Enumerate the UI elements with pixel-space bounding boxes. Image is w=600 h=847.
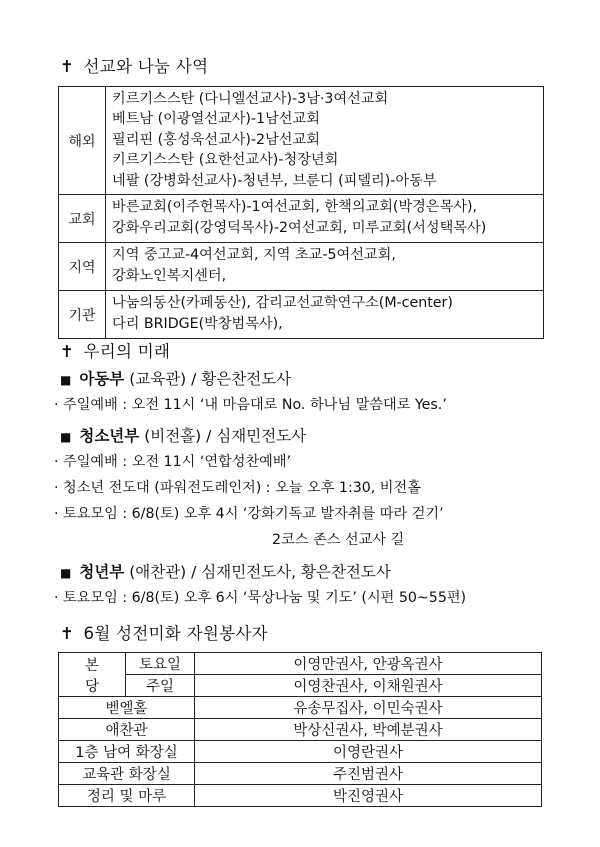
table-row xyxy=(59,697,542,719)
area-cell: 토요일 xyxy=(126,653,195,675)
sanctuary-label-char: 당 xyxy=(84,678,99,695)
area-cell: 주일 xyxy=(126,675,195,697)
mission-row-overseas xyxy=(59,87,544,195)
mission-details xyxy=(106,195,544,243)
names-cell: 주진범권사 xyxy=(195,763,542,785)
youth-line: 2코스 존스 선교사 길 xyxy=(272,532,405,548)
mission-details xyxy=(106,87,544,195)
mission-row-institution xyxy=(59,291,544,339)
cross-icon: ✝ xyxy=(60,624,75,643)
children-dept-place: (교육관) xyxy=(129,370,187,388)
names-cell: 박진영권사 xyxy=(195,785,542,807)
youth-dept-heading xyxy=(60,424,306,446)
children-worship-line: · 주일예배 : 오전 11시 ‘내 마음대로 No. 하나님 말씀대로 Yes.’ xyxy=(54,397,447,413)
mission-row-church xyxy=(59,195,544,243)
sanctuary-label-char: 본 xyxy=(84,657,99,674)
future-title-text: 우리의 미래 xyxy=(83,342,171,361)
mission-section-title xyxy=(60,53,208,77)
young-adult-dept-name: 청년부 xyxy=(79,563,125,581)
mission-line: 강화노인복지센터, xyxy=(112,268,227,284)
mission-line: 베트남 (이광열선교사)-1남선교회 xyxy=(112,111,320,128)
youth-dept-leader: / 심재민전도사 xyxy=(206,427,307,445)
mission-line: 나눔의동산(카페동산), 감리교선교학연구소(M-center) xyxy=(112,295,453,312)
children-dept-heading xyxy=(60,367,291,389)
table-row xyxy=(59,719,542,741)
youth-line: · 토요모임 : 6/8(토) 오후 4시 ‘강화기독교 발자취를 따라 걷기’ xyxy=(54,506,444,522)
children-dept-leader: / 황은찬전도사 xyxy=(191,370,292,388)
area-cell: 정리 및 마루 xyxy=(59,785,195,807)
mission-line: 지역 중고교-4여선교회, 지역 초교-5여선교회, xyxy=(112,247,396,264)
area-cell: 교육관 화장실 xyxy=(59,763,195,785)
cross-icon: ✝ xyxy=(60,57,75,76)
children-dept-name: 아동부 xyxy=(79,370,125,388)
mission-line: 키르기스스탄 (다니엘선교사)-3남·3여선교회 xyxy=(112,90,389,107)
table-row xyxy=(59,653,542,675)
mission-line: 키르기스스탄 (요한선교사)-청장년회 xyxy=(112,152,339,169)
names-cell: 유송무집사, 이민숙권사 xyxy=(195,697,542,719)
mission-row-local xyxy=(59,243,544,291)
volunteers-section-title xyxy=(60,620,268,644)
area-cell: 벧엘홀 xyxy=(59,697,195,719)
square-bullet-icon: ■ xyxy=(60,373,72,387)
youth-line: · 청소년 전도대 (파워전도레인저) : 오늘 오후 1:30, 비전홀 xyxy=(54,480,421,496)
young-adult-dept-place: (애찬관) xyxy=(129,563,187,581)
mission-line: 필리핀 (홍성욱선교사)-2남선교회 xyxy=(112,131,320,148)
volunteers-title-text: 6월 성전미화 자원봉사자 xyxy=(83,624,268,643)
youth-dept-place: (비전홀) xyxy=(144,427,202,445)
names-cell: 이영찬권사, 이채원권사 xyxy=(195,675,542,697)
mission-category: 지역 xyxy=(59,243,106,291)
young-adult-line: · 토요모임 : 6/8(토) 오후 6시 ‘묵상나눔 및 기도’ (시편 50~55편) xyxy=(54,590,467,606)
names-cell: 박상신권사, 박예분권사 xyxy=(195,719,542,741)
table-row xyxy=(59,763,542,785)
young-adult-dept-leader: / 심재민전도사, 황은찬전도사 xyxy=(191,563,391,581)
young-adult-dept-heading xyxy=(60,560,391,582)
table-row xyxy=(59,675,542,697)
mission-line: 강화우리교회(강영덕목사)-2여선교회, 미루교회(서성택목사) xyxy=(112,220,487,236)
mission-line: 다리 BRIDGE(박창범목사), xyxy=(112,316,283,332)
mission-details xyxy=(106,291,544,339)
names-cell: 이영란권사 xyxy=(195,741,542,763)
youth-line: · 주일예배 : 오전 11시 ‘연합성찬예배’ xyxy=(54,454,292,470)
mission-title-text: 선교와 나눔 사역 xyxy=(83,57,209,76)
area-cell: 애찬관 xyxy=(59,719,195,741)
mission-category: 기관 xyxy=(59,291,106,339)
sanctuary-label xyxy=(59,653,126,697)
square-bullet-icon: ■ xyxy=(60,566,72,580)
table-row xyxy=(59,785,542,807)
mission-line: 네팔 (강병화선교사)-청년부, 브룬디 (피델리)-아동부 xyxy=(112,172,437,189)
mission-category: 교회 xyxy=(59,195,106,243)
mission-details xyxy=(106,243,544,291)
volunteers-table xyxy=(58,652,542,807)
cross-icon: ✝ xyxy=(60,342,75,361)
square-bullet-icon: ■ xyxy=(60,430,72,444)
mission-line: 바른교회(이주헌목사)-1여선교회, 한책의교회(박경은목사), xyxy=(112,199,478,216)
mission-table xyxy=(58,86,544,339)
names-cell: 이영만권사, 안광옥권사 xyxy=(195,653,542,675)
area-cell: 1층 남여 화장실 xyxy=(59,741,195,763)
youth-dept-name: 청소년부 xyxy=(79,427,140,445)
future-section-title xyxy=(60,338,170,362)
table-row xyxy=(59,741,542,763)
mission-category: 해외 xyxy=(59,87,106,195)
